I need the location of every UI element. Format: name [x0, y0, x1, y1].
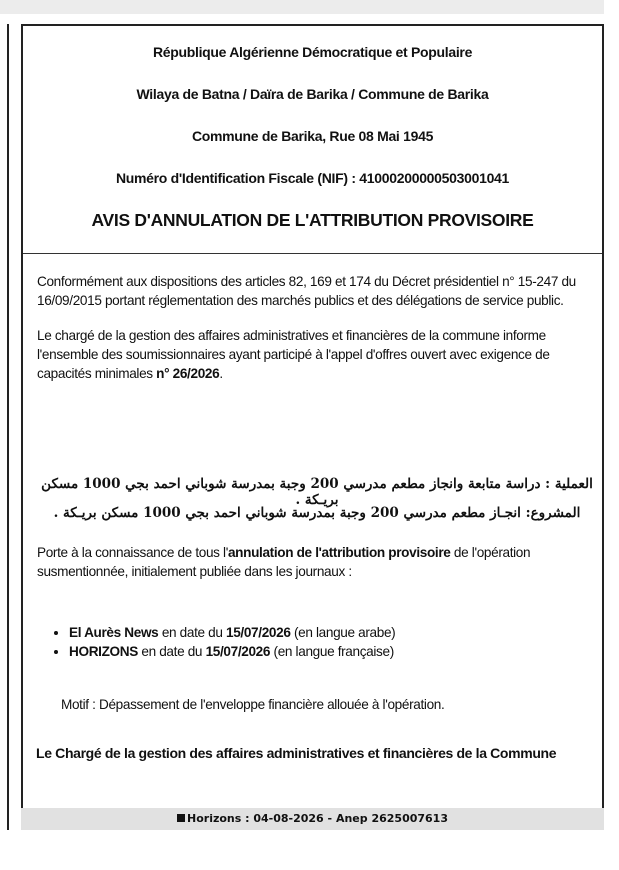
cancellation-start: Porte à la connaissance de tous l'	[37, 545, 228, 560]
newspaper-name: El Aurès News	[69, 625, 159, 640]
title-divider	[23, 253, 602, 254]
notice-title: AVIS D'ANNULATION DE L'ATTRIBUTION PROVISOIRE	[91, 210, 534, 230]
header-nif: Numéro d'Identification Fiscale (NIF) : 41000200000503001041	[115, 170, 510, 186]
publication-item: • El Aurès News en date du 15/07/2026 (en langue arabe)	[69, 623, 609, 642]
header-republic: République Algérienne Démocratique et Populaire	[152, 44, 473, 60]
newspaper-name: HORIZONS	[69, 644, 138, 659]
arabic-project: المشروع: انجـاز مطعم مدرسي 200 وجبة بمدرسة شوباني احمد بجي 1000 مسكن بريـكة .	[53, 505, 581, 521]
page-top-strip	[0, 0, 604, 14]
square-bullet-icon	[177, 814, 185, 822]
cancellation-paragraph	[37, 543, 597, 581]
legal-basis-paragraph: Conformément aux dispositions des articles 82, 169 et 174 du Décret présidentiel n° 15-247 du 16/09/2015 portant réglementation des marchés publics et des délégations de service public.	[37, 274, 576, 308]
information-end: .	[219, 366, 223, 381]
publication-date: 15/07/2026	[205, 644, 271, 659]
adjacent-column-border	[0, 24, 9, 830]
tender-number: n° 26/2026	[156, 366, 220, 381]
footer-bar	[21, 808, 604, 830]
publication-list	[45, 623, 609, 661]
cancellation-bold: annulation de l'attribution provisoire	[227, 545, 451, 560]
cancellation-end: de l'opération susmentionnée, initialement publiée dans les journaux :	[37, 545, 531, 579]
information-paragraph	[37, 326, 597, 383]
arabic-operation: العملية : دراسة متابعة وانجاز مطعم مدرسي 200 وجبة بمدرسة شوباني احمد بجي 1000 مسكن بريـكة .	[41, 476, 593, 508]
header-wilaya: Wilaya de Batna / Daïra de Barika / Commune de Barika	[136, 86, 489, 102]
publication-item: • HORIZONS en date du 15/07/2026 (en langue française)	[69, 642, 609, 661]
motif-line: Motif : Dépassement de l'enveloppe financière allouée à l'opération.	[61, 697, 445, 712]
publication-date: 15/07/2026	[226, 625, 291, 640]
information-text: Le chargé de la gestion des affaires administratives et financières de la commune informe l'ensemble des soumissionnaires ayant participé à l'appel d'offres ouvert avec exigence de capacités minimales	[37, 328, 550, 381]
signature-line: Le Chargé de la gestion des affaires administratives et financières de la Commune	[36, 745, 557, 761]
header-address: Commune de Barika, Rue 08 Mai 1945	[191, 128, 434, 144]
footer-reference: Horizons : 04-08-2026 - Anep 2625007613	[187, 812, 448, 825]
